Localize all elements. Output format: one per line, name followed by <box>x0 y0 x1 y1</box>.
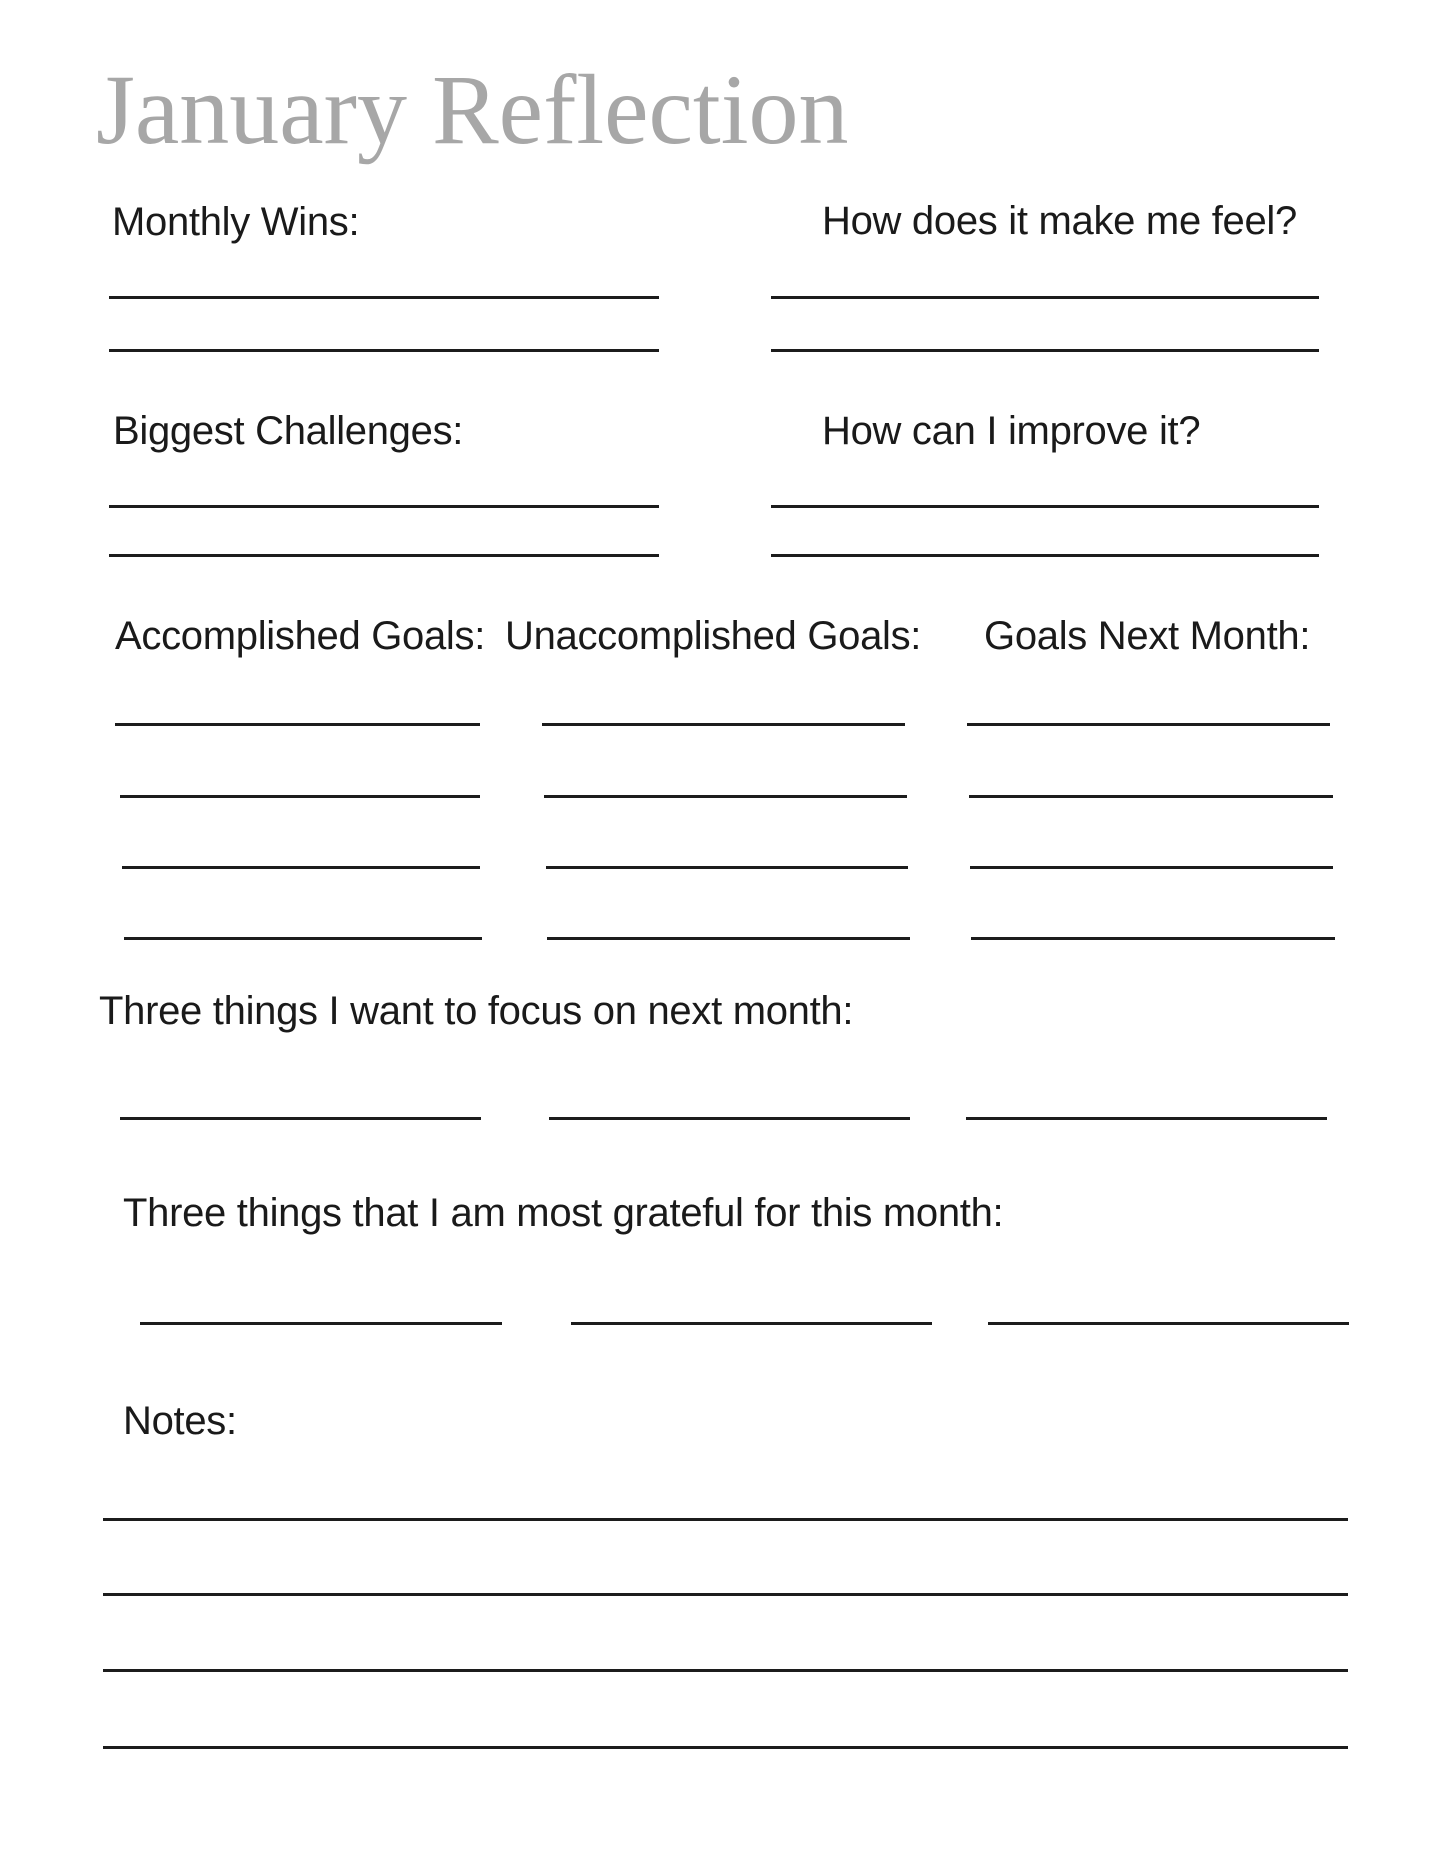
accomplished-goals-blank-line <box>120 795 480 798</box>
how-feel-blank-line <box>771 349 1319 352</box>
unaccomplished-goals-blank-line <box>542 723 905 726</box>
focus-blank-line <box>966 1117 1327 1120</box>
goals-next-month-blank-line <box>969 795 1333 798</box>
notes-blank-line <box>103 1593 1348 1596</box>
goals-next-month-blank-line <box>970 866 1333 869</box>
monthly-wins-label: Monthly Wins: <box>112 200 360 244</box>
accomplished-goals-blank-line <box>124 937 482 940</box>
goals-next-month-label: Goals Next Month: <box>984 614 1311 658</box>
notes-blank-line <box>103 1518 1348 1521</box>
focus-blank-line <box>549 1117 910 1120</box>
unaccomplished-goals-blank-line <box>547 937 910 940</box>
biggest-challenges-label: Biggest Challenges: <box>113 409 464 453</box>
grateful-blank-line <box>140 1322 502 1325</box>
accomplished-goals-blank-line <box>122 866 480 869</box>
biggest-challenges-blank-line <box>109 505 659 508</box>
unaccomplished-goals-blank-line <box>546 866 908 869</box>
goals-next-month-blank-line <box>967 723 1330 726</box>
accomplished-goals-label: Accomplished Goals: <box>115 614 486 658</box>
how-improve-blank-line <box>771 554 1319 557</box>
notes-blank-line <box>103 1669 1348 1672</box>
how-improve-label: How can I improve it? <box>822 409 1201 453</box>
page-title: January Reflection <box>96 54 849 165</box>
notes-blank-line <box>103 1746 1348 1749</box>
unaccomplished-goals-label: Unaccomplished Goals: <box>505 614 922 658</box>
grateful-label: Three things that I am most grateful for this month: <box>123 1191 1004 1235</box>
grateful-blank-line <box>571 1322 932 1325</box>
monthly-wins-blank-line <box>109 296 659 299</box>
goals-next-month-blank-line <box>971 937 1335 940</box>
biggest-challenges-blank-line <box>109 554 659 557</box>
focus-blank-line <box>120 1117 481 1120</box>
how-improve-blank-line <box>771 505 1319 508</box>
grateful-blank-line <box>988 1322 1349 1325</box>
how-feel-blank-line <box>771 296 1319 299</box>
accomplished-goals-blank-line <box>115 723 480 726</box>
how-feel-label: How does it make me feel? <box>822 199 1297 243</box>
notes-label: Notes: <box>123 1399 237 1443</box>
unaccomplished-goals-blank-line <box>544 795 907 798</box>
monthly-wins-blank-line <box>109 349 659 352</box>
focus-next-month-label: Three things I want to focus on next month: <box>99 989 854 1033</box>
